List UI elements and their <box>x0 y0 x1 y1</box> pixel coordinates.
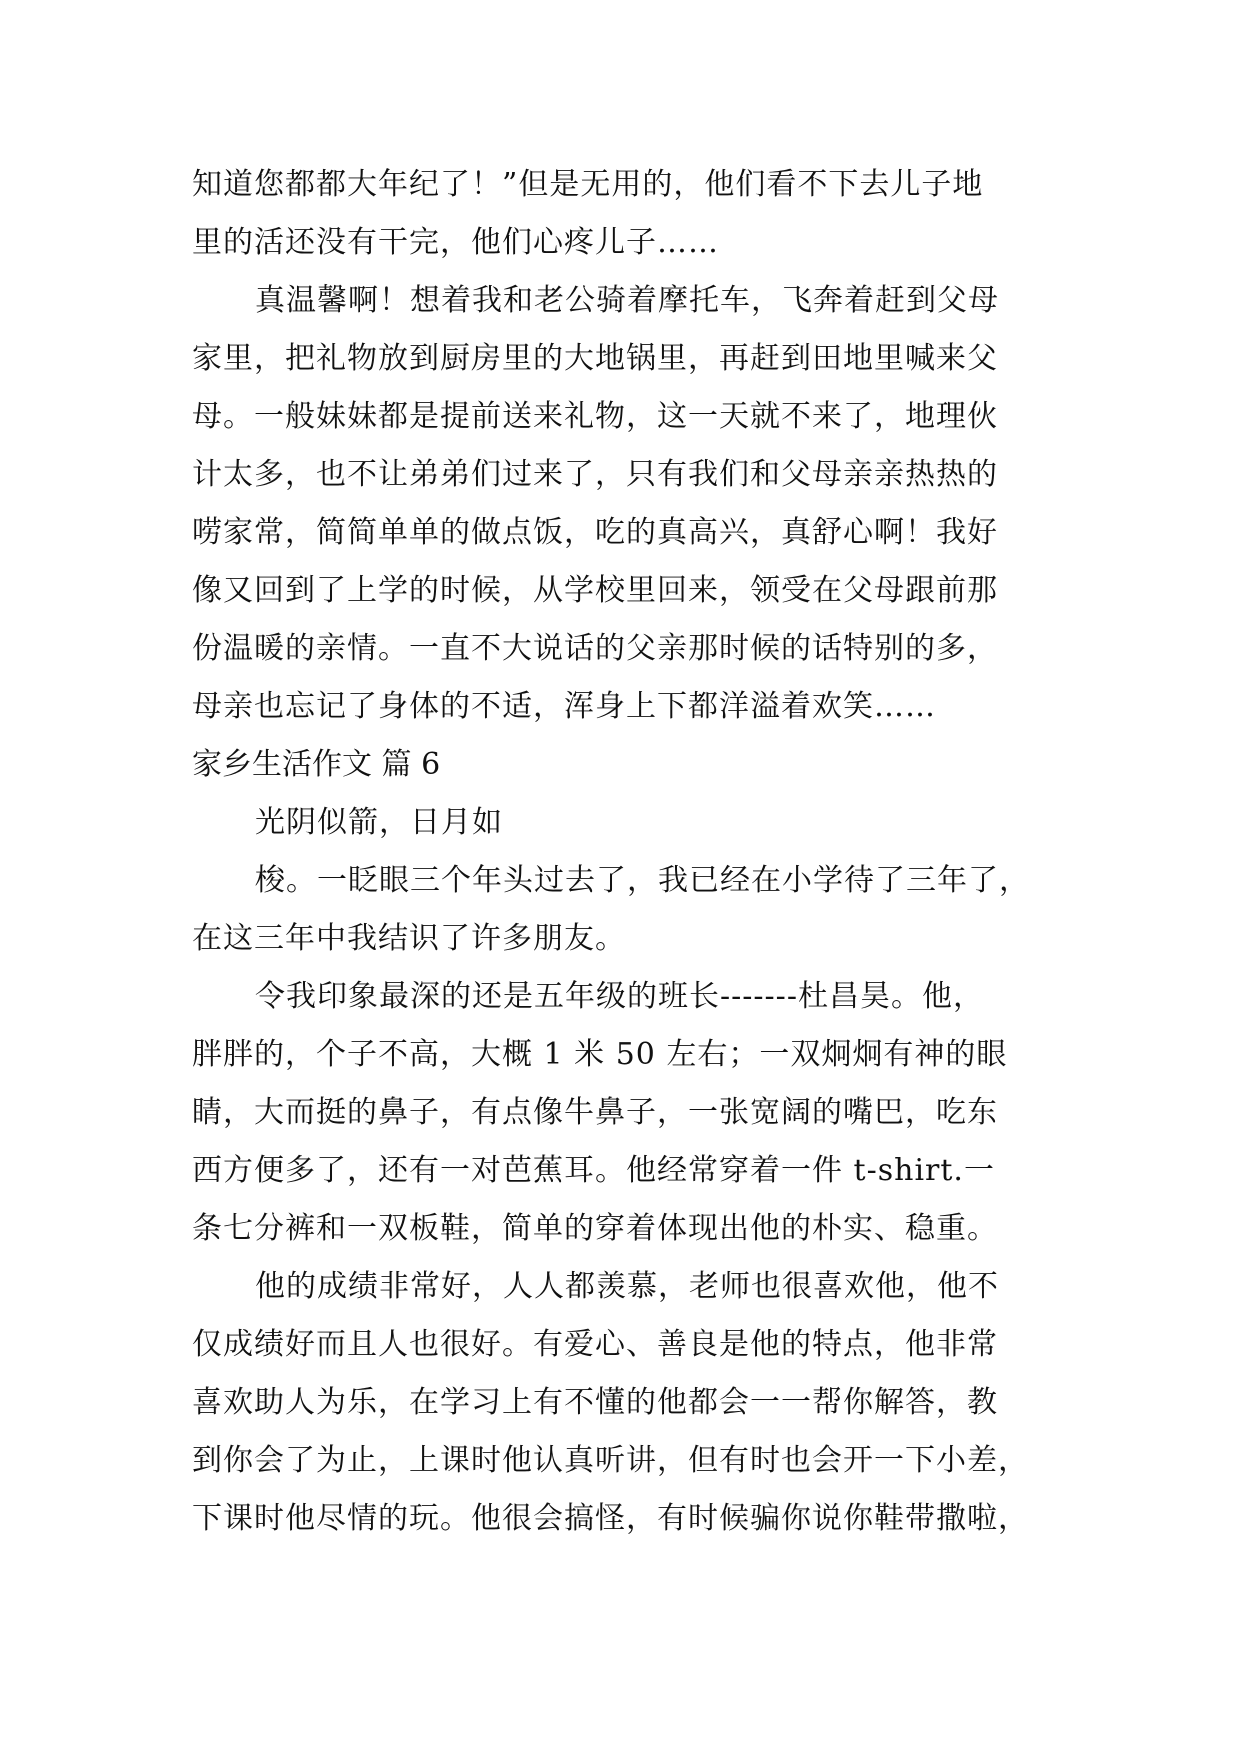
paragraph-start-line-3: 真温馨啊！想着我和老公骑着摩托车，飞奔着赶到父母 <box>255 283 999 318</box>
text-line-2: 里的活还没有干完，他们心疼儿子…… <box>192 225 719 260</box>
text-line-7: 唠家常，简简单单的做点饭，吃的真高兴，真舒心啊！我好 <box>192 515 998 550</box>
text-line-23: 到你会了为止，上课时他认真听讲，但有时也会开一下小差， <box>192 1443 1029 1478</box>
text-line-17: 睛，大而挺的鼻子，有点像牛鼻子，一张宽阔的嘴巴，吃东 <box>192 1095 998 1130</box>
text-line-8: 像又回到了上学的时候，从学校里回来，领受在父母跟前那 <box>192 573 998 608</box>
text-line-1: 知道您都都大年纪了！”但是无用的，他们看不下去儿子地 <box>192 167 984 202</box>
text-line-9: 份温暖的亲情。一直不大说话的父亲那时候的话特别的多， <box>192 631 998 666</box>
text-line-24: 下课时他尽情的玩。他很会搞怪，有时候骗你说你鞋带撒啦， <box>192 1501 1029 1536</box>
text-line-19: 条七分裤和一双板鞋，简单的穿着体现出他的朴实、稳重。 <box>192 1211 998 1246</box>
text-line-22: 喜欢助人为乐，在学习上有不懂的他都会一一帮你解答，教 <box>192 1385 998 1420</box>
text-line-18: 西方便多了，还有一对芭蕉耳。他经常穿着一件 t-shirt.一 <box>192 1153 995 1188</box>
paragraph-start-line-13: 梭。一眨眼三个年头过去了，我已经在小学待了三年了， <box>255 863 1030 898</box>
paragraph-start-line-15: 令我印象最深的还是五年级的班长-------杜昌昊。他， <box>255 979 984 1014</box>
text-line-16: 胖胖的，个子不高，大概 1 米 50 左右；一双炯炯有神的眼 <box>192 1037 1008 1072</box>
text-line-6: 计太多，也不让弟弟们过来了，只有我们和父母亲亲热热的 <box>192 457 998 492</box>
text-line-5: 母。一般妹妹都是提前送来礼物，这一天就不来了，地理伙 <box>192 399 998 434</box>
text-line-21: 仅成绩好而且人也很好。有爱心、善良是他的特点，他非常 <box>192 1327 998 1362</box>
paragraph-start-line-12: 光阴似箭，日月如 <box>255 805 503 840</box>
paragraph-start-line-20: 他的成绩非常好，人人都羡慕，老师也很喜欢他，他不 <box>255 1269 999 1304</box>
section-heading: 家乡生活作文 篇 6 <box>192 747 441 782</box>
text-line-14: 在这三年中我结识了许多朋友。 <box>192 921 626 956</box>
text-line-10: 母亲也忘记了身体的不适，浑身上下都洋溢着欢笑…… <box>192 689 936 724</box>
text-line-4: 家里，把礼物放到厨房里的大地锅里，再赶到田地里喊来父 <box>192 341 998 376</box>
